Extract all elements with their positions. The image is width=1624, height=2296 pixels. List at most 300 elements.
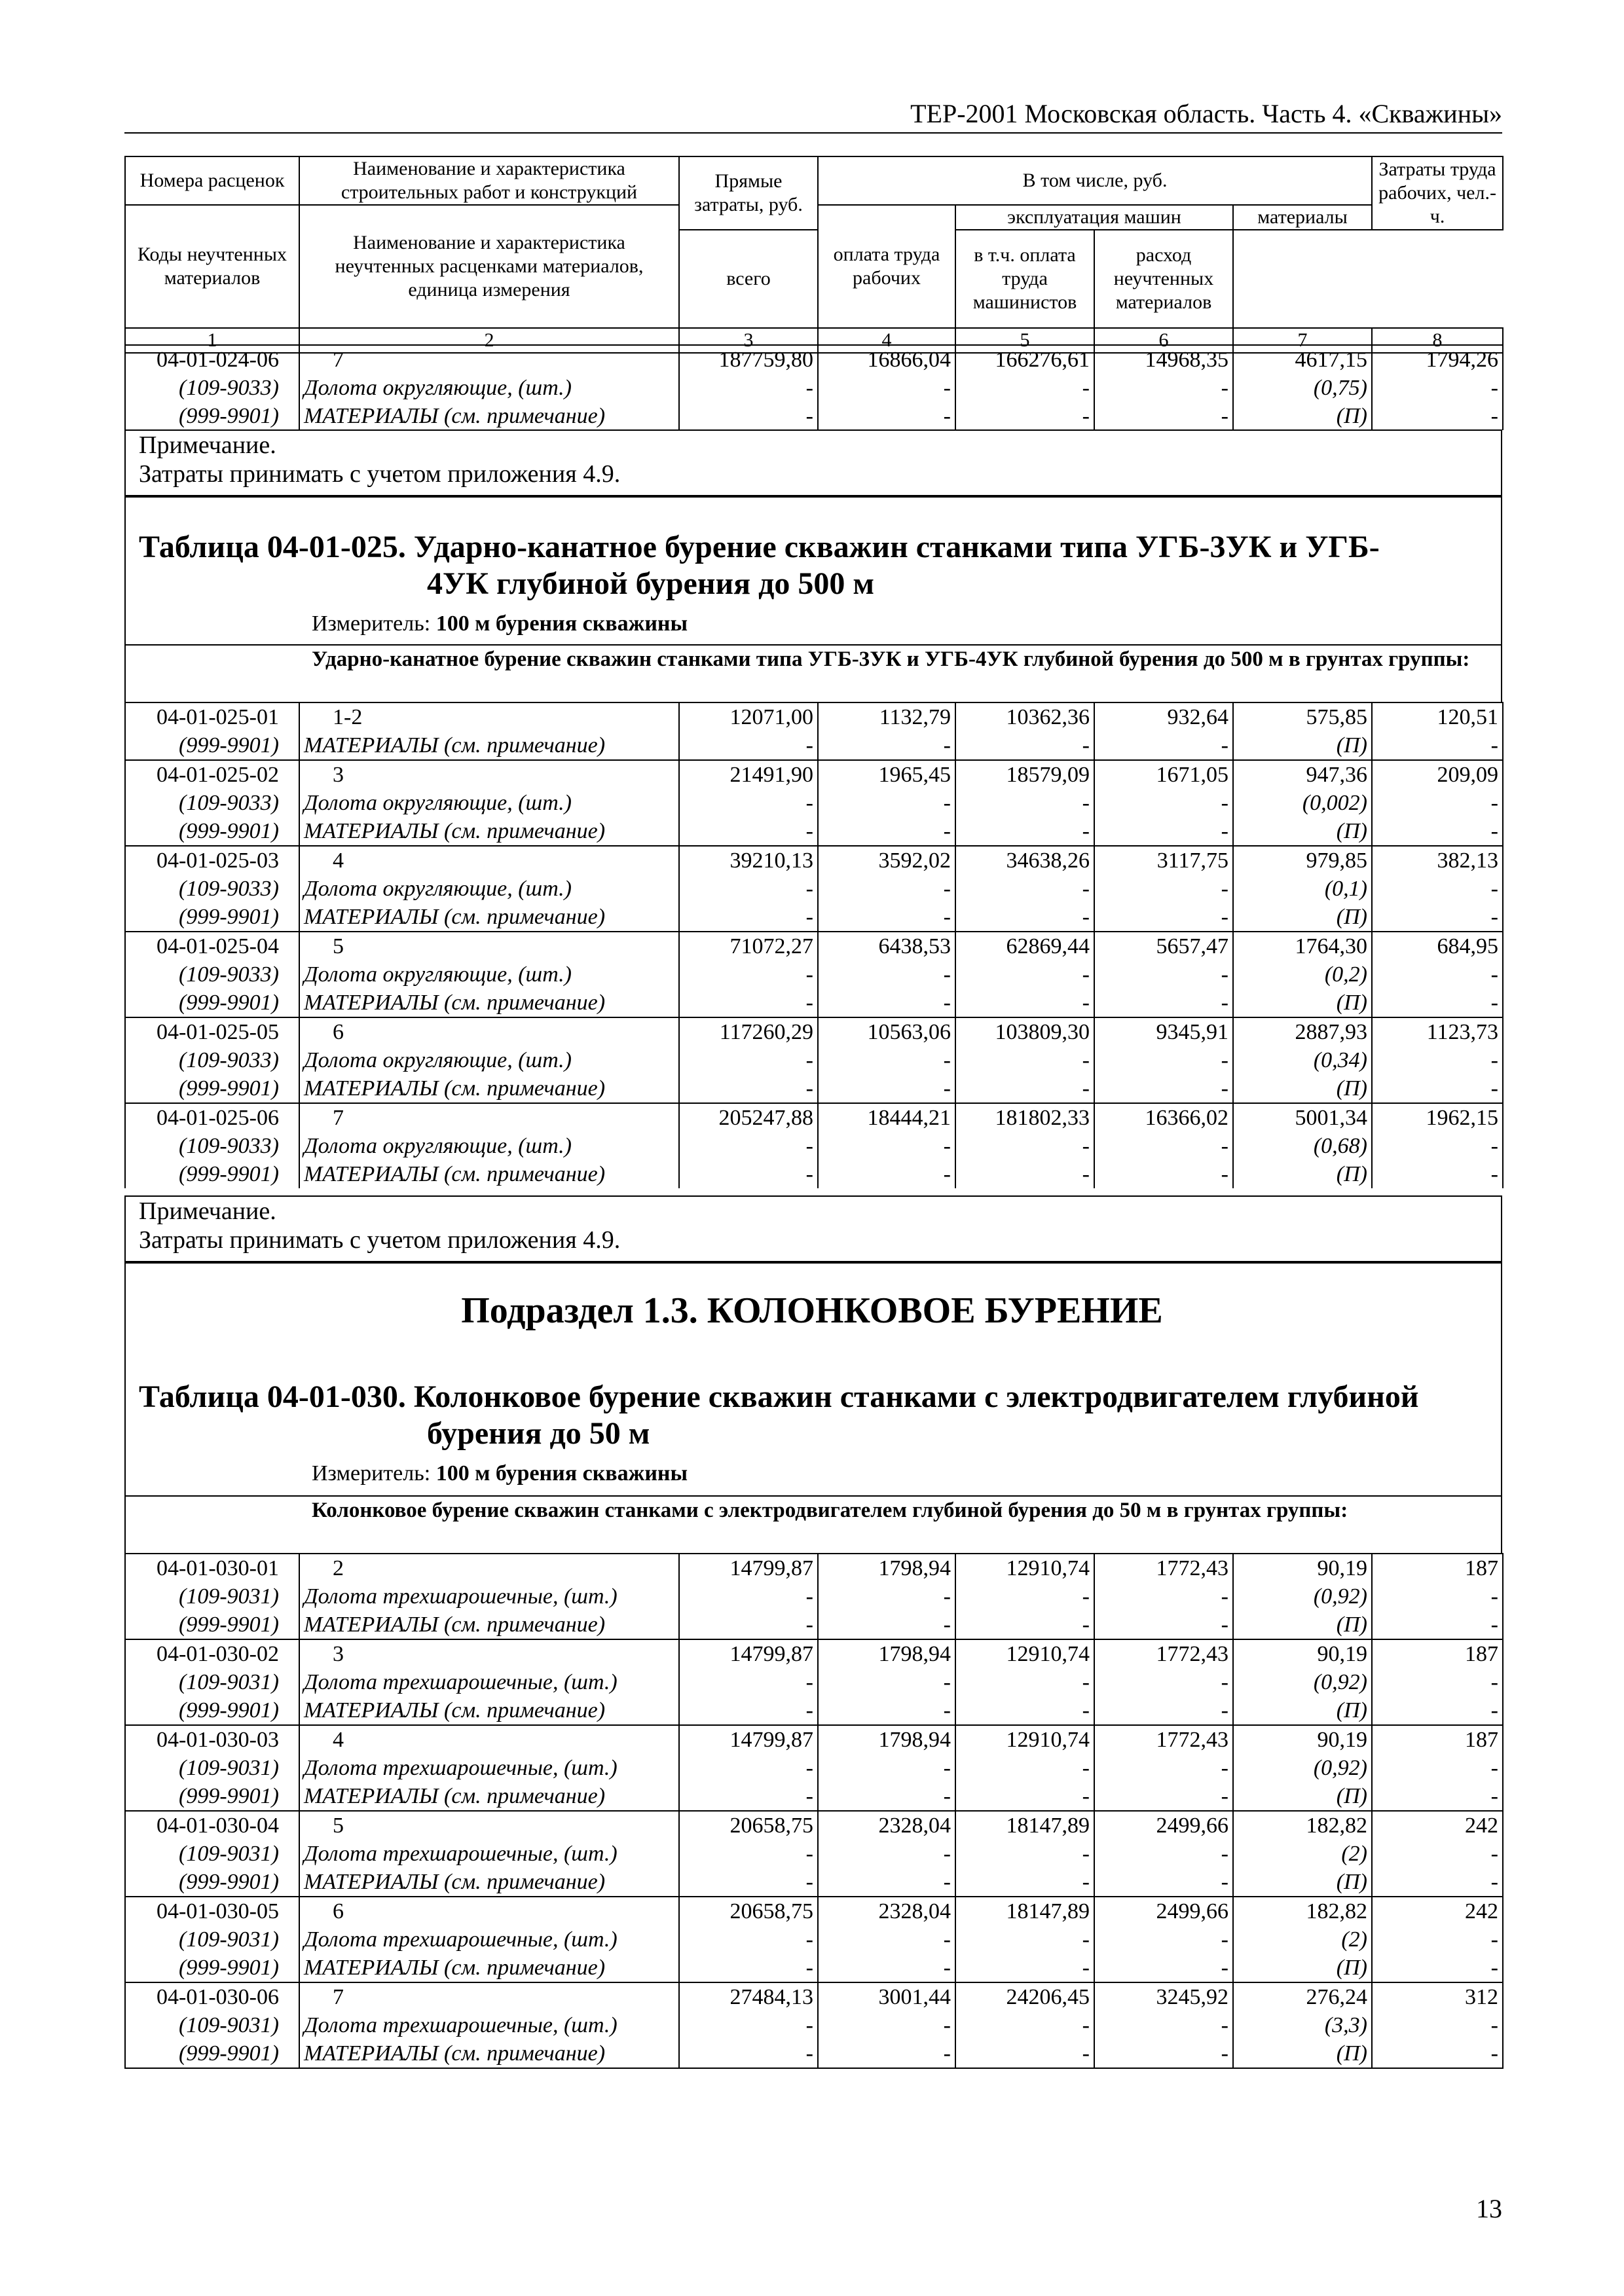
cell-direct: - xyxy=(679,789,818,817)
cell-materials: 5001,34 xyxy=(1233,1103,1372,1132)
material-row xyxy=(125,1840,1503,1868)
cell-machine-pay: - xyxy=(1094,817,1233,846)
cell-direct: - xyxy=(679,402,818,430)
cell-labor-pay: - xyxy=(818,1782,955,1811)
cell-name: МАТЕРИАЛЫ (см. примечание) xyxy=(299,1074,679,1103)
cell-labor-hours: 382,13 xyxy=(1372,846,1503,875)
rate-row xyxy=(125,1811,1503,1840)
cell-labor-pay: - xyxy=(818,903,955,932)
cell-machine-total: - xyxy=(955,2011,1094,2039)
cell-name: 3 xyxy=(299,760,679,789)
cell-direct: - xyxy=(679,960,818,989)
cell-labor-pay: - xyxy=(818,1868,955,1897)
cell-labor-hours: - xyxy=(1372,374,1503,402)
cell-machine-pay: - xyxy=(1094,1582,1233,1611)
material-row xyxy=(125,1925,1503,1954)
cell-code: (109-9033) xyxy=(125,1046,299,1074)
cell-labor-hours: - xyxy=(1372,789,1503,817)
cell-machine-pay: - xyxy=(1094,1754,1233,1782)
cell-machine-pay: - xyxy=(1094,2011,1233,2039)
cell-materials: (П) xyxy=(1233,1868,1372,1897)
cell-direct: - xyxy=(679,731,818,760)
cell-code: (999-9901) xyxy=(125,402,299,430)
cell-machine-pay: - xyxy=(1094,374,1233,402)
cell-code: (109-9031) xyxy=(125,1668,299,1696)
cell-labor-hours: 187 xyxy=(1372,1639,1503,1668)
cell-materials: (П) xyxy=(1233,1160,1372,1188)
cell-machine-total: - xyxy=(955,875,1094,903)
cell-machine-total: - xyxy=(955,1582,1094,1611)
cell-materials: (0,2) xyxy=(1233,960,1372,989)
cell-labor-hours: - xyxy=(1372,989,1503,1017)
cell-machine-total: 18147,89 xyxy=(955,1811,1094,1840)
cell-code: (999-9901) xyxy=(125,1074,299,1103)
cell-direct: - xyxy=(679,1668,818,1696)
cell-machine-total: - xyxy=(955,1782,1094,1811)
cell-name: МАТЕРИАЛЫ (см. примечание) xyxy=(299,2039,679,2068)
cell-code: (109-9033) xyxy=(125,1132,299,1160)
cell-materials: 182,82 xyxy=(1233,1897,1372,1925)
cell-machine-pay: - xyxy=(1094,903,1233,932)
cell-machine-total: - xyxy=(955,1611,1094,1639)
cell-materials: (П) xyxy=(1233,731,1372,760)
cell-name: 5 xyxy=(299,932,679,960)
cell-name: МАТЕРИАЛЫ (см. примечание) xyxy=(299,1611,679,1639)
cell-machine-pay: - xyxy=(1094,789,1233,817)
cell-direct: 14799,87 xyxy=(679,1554,818,1582)
cell-labor-pay: 1965,45 xyxy=(818,760,955,789)
cell-machine-total: - xyxy=(955,1160,1094,1188)
cell-machine-pay: - xyxy=(1094,1954,1233,1982)
cell-materials: 276,24 xyxy=(1233,1982,1372,2011)
cell-code: (999-9901) xyxy=(125,1696,299,1725)
cell-machine-total: - xyxy=(955,2039,1094,2068)
cell-code: 04-01-030-01 xyxy=(125,1554,299,1582)
cell-labor-hours: 187 xyxy=(1372,1725,1503,1754)
rate-row xyxy=(125,1639,1503,1668)
cell-code: (109-9031) xyxy=(125,1925,299,1954)
cell-machine-total: - xyxy=(955,989,1094,1017)
cell-labor-hours: - xyxy=(1372,875,1503,903)
cell-code: 04-01-025-01 xyxy=(125,702,299,731)
cell-direct: - xyxy=(679,1582,818,1611)
cell-labor-hours: 242 xyxy=(1372,1897,1503,1925)
table-title-030-line2: бурения до 50 м xyxy=(427,1416,650,1451)
cell-code: (109-9033) xyxy=(125,374,299,402)
cell-labor-hours: - xyxy=(1372,2011,1503,2039)
cell-machine-pay: - xyxy=(1094,875,1233,903)
cell-machine-pay: - xyxy=(1094,402,1233,430)
cell-labor-pay: - xyxy=(818,2039,955,2068)
cell-direct: - xyxy=(679,875,818,903)
material-row xyxy=(125,875,1503,903)
cell-labor-pay: - xyxy=(818,1668,955,1696)
cell-direct: 14799,87 xyxy=(679,1725,818,1754)
cell-machine-pay: - xyxy=(1094,1611,1233,1639)
cell-materials: (0,002) xyxy=(1233,789,1372,817)
cell-machine-pay: - xyxy=(1094,1925,1233,1954)
cell-machine-pay: - xyxy=(1094,1840,1233,1868)
cell-direct: - xyxy=(679,903,818,932)
cell-materials: (3,3) xyxy=(1233,2011,1372,2039)
cell-labor-pay: 1798,94 xyxy=(818,1639,955,1668)
cell-name: МАТЕРИАЛЫ (см. примечание) xyxy=(299,402,679,430)
cell-machine-pay: - xyxy=(1094,989,1233,1017)
cell-labor-hours: - xyxy=(1372,1046,1503,1074)
cell-code: (999-9901) xyxy=(125,731,299,760)
cell-labor-pay: - xyxy=(818,2011,955,2039)
measure-label: Измеритель: xyxy=(312,611,431,636)
col-machine-operation: эксплуатация машин xyxy=(955,205,1233,230)
cell-machine-total: - xyxy=(955,1925,1094,1954)
material-row xyxy=(125,731,1503,760)
cell-labor-pay: - xyxy=(818,1696,955,1725)
cell-machine-total: - xyxy=(955,1754,1094,1782)
cell-materials: 90,19 xyxy=(1233,1554,1372,1582)
material-row xyxy=(125,1868,1503,1897)
cell-labor-pay: - xyxy=(818,1754,955,1782)
note-label: Примечание. xyxy=(139,1197,276,1225)
cell-code: (109-9031) xyxy=(125,1754,299,1782)
cell-materials: 947,36 xyxy=(1233,760,1372,789)
cell-machine-total: 12910,74 xyxy=(955,1554,1094,1582)
cell-name: 3 xyxy=(299,1639,679,1668)
cell-name: Долота трехшарошечные, (шт.) xyxy=(299,1668,679,1696)
rate-row xyxy=(125,932,1503,960)
cell-code: 04-01-025-06 xyxy=(125,1103,299,1132)
cell-labor-hours: - xyxy=(1372,1754,1503,1782)
cell-code: 04-01-025-04 xyxy=(125,932,299,960)
cell-direct: - xyxy=(679,2039,818,2068)
cell-labor-pay: 3001,44 xyxy=(818,1982,955,2011)
cell-name: МАТЕРИАЛЫ (см. примечание) xyxy=(299,817,679,846)
col-number-6: 6 xyxy=(1094,328,1233,353)
cell-labor-hours: 242 xyxy=(1372,1811,1503,1840)
cell-labor-pay: - xyxy=(818,1925,955,1954)
cell-name: Долота трехшарошечные, (шт.) xyxy=(299,1840,679,1868)
cell-labor-pay: - xyxy=(818,1582,955,1611)
rate-row xyxy=(125,1725,1503,1754)
rate-row xyxy=(125,1017,1503,1046)
cell-name: 6 xyxy=(299,1017,679,1046)
cell-labor-pay: 3592,02 xyxy=(818,846,955,875)
cell-name: МАТЕРИАЛЫ (см. примечание) xyxy=(299,1782,679,1811)
cell-machine-total: - xyxy=(955,1074,1094,1103)
cell-code: 04-01-030-02 xyxy=(125,1639,299,1668)
subsection-title: Подраздел 1.3. КОЛОНКОВОЕ БУРЕНИЕ xyxy=(461,1290,1163,1331)
cell-direct: - xyxy=(679,1696,818,1725)
measure-value: 100 м бурения скважины xyxy=(435,611,688,636)
cell-labor-hours: 312 xyxy=(1372,1982,1503,2011)
rate-row xyxy=(125,760,1503,789)
cell-labor-hours: - xyxy=(1372,402,1503,430)
rate-row xyxy=(125,846,1503,875)
cell-code: (109-9033) xyxy=(125,789,299,817)
cell-code: (109-9031) xyxy=(125,1582,299,1611)
cell-code: (109-9033) xyxy=(125,875,299,903)
cell-direct: - xyxy=(679,1611,818,1639)
cell-machine-total: 24206,45 xyxy=(955,1982,1094,2011)
cell-code: (999-9901) xyxy=(125,989,299,1017)
cell-code: (109-9033) xyxy=(125,960,299,989)
cell-labor-hours: - xyxy=(1372,817,1503,846)
cell-labor-pay: 1798,94 xyxy=(818,1554,955,1582)
material-row xyxy=(125,1160,1503,1188)
table-title-025-line2: 4УК глубиной бурения до 500 м xyxy=(427,566,875,601)
cell-materials: 979,85 xyxy=(1233,846,1372,875)
cell-direct: 12071,00 xyxy=(679,702,818,731)
cell-labor-hours: - xyxy=(1372,1611,1503,1639)
cell-labor-pay: - xyxy=(818,960,955,989)
cell-materials: (0,1) xyxy=(1233,875,1372,903)
material-row xyxy=(125,960,1503,989)
cell-labor-pay: - xyxy=(818,1046,955,1074)
material-row xyxy=(125,374,1503,402)
cell-code: 04-01-030-04 xyxy=(125,1811,299,1840)
cell-name: 7 xyxy=(299,1982,679,2011)
col-number-8: 8 xyxy=(1372,328,1503,353)
rate-row xyxy=(125,1103,1503,1132)
material-row xyxy=(125,1668,1503,1696)
cell-name: Долота округляющие, (шт.) xyxy=(299,374,679,402)
cell-code: 04-01-030-06 xyxy=(125,1982,299,2011)
cell-machine-total: - xyxy=(955,402,1094,430)
cell-machine-total: 12910,74 xyxy=(955,1639,1094,1668)
cell-code: (999-9901) xyxy=(125,903,299,932)
cell-machine-pay: 1772,43 xyxy=(1094,1725,1233,1754)
cell-machine-total: 62869,44 xyxy=(955,932,1094,960)
cell-name: 6 xyxy=(299,1897,679,1925)
cell-code: 04-01-030-03 xyxy=(125,1725,299,1754)
cell-labor-hours: 187 xyxy=(1372,1554,1503,1582)
header-rule xyxy=(124,132,1502,134)
cell-machine-pay: - xyxy=(1094,960,1233,989)
cell-labor-pay: - xyxy=(818,1160,955,1188)
cell-machine-total: - xyxy=(955,1132,1094,1160)
cell-machine-pay: 2499,66 xyxy=(1094,1897,1233,1925)
rates-table-025 xyxy=(124,702,1504,1188)
col-machine-total: всего xyxy=(679,230,818,328)
cell-name: Долота округляющие, (шт.) xyxy=(299,1132,679,1160)
cell-materials: (0,92) xyxy=(1233,1582,1372,1611)
cell-name: Долота трехшарошечные, (шт.) xyxy=(299,2011,679,2039)
cell-materials: (П) xyxy=(1233,989,1372,1017)
material-row xyxy=(125,903,1503,932)
cell-direct: 20658,75 xyxy=(679,1811,818,1840)
cell-machine-total: - xyxy=(955,817,1094,846)
cell-direct: 21491,90 xyxy=(679,760,818,789)
col-direct-costs: Прямые затраты, руб. xyxy=(679,156,818,230)
col-name-top: Наименование и характеристика строительных работ и конструкций xyxy=(299,156,679,205)
cell-machine-pay: 1671,05 xyxy=(1094,760,1233,789)
cell-labor-pay: 1132,79 xyxy=(818,702,955,731)
col-number-3: 3 xyxy=(679,328,818,353)
cell-name: МАТЕРИАЛЫ (см. примечание) xyxy=(299,1696,679,1725)
rate-row xyxy=(125,1897,1503,1925)
cell-materials: (П) xyxy=(1233,817,1372,846)
cell-labor-pay: 1798,94 xyxy=(818,1725,955,1754)
cell-machine-pay: 3245,92 xyxy=(1094,1982,1233,2011)
col-materials: материалы xyxy=(1233,205,1372,230)
cell-labor-pay: 2328,04 xyxy=(818,1897,955,1925)
cell-machine-pay: 1772,43 xyxy=(1094,1639,1233,1668)
cell-machine-total: 18579,09 xyxy=(955,760,1094,789)
cell-materials: 90,19 xyxy=(1233,1639,1372,1668)
material-row xyxy=(125,1132,1503,1160)
cell-labor-hours: 684,95 xyxy=(1372,932,1503,960)
cell-machine-pay: 2499,66 xyxy=(1094,1811,1233,1840)
cell-materials: 182,82 xyxy=(1233,1811,1372,1840)
cell-code: 04-01-025-02 xyxy=(125,760,299,789)
cell-direct: 205247,88 xyxy=(679,1103,818,1132)
cell-materials: (0,34) xyxy=(1233,1046,1372,1074)
cell-labor-pay: 6438,53 xyxy=(818,932,955,960)
cell-labor-pay: 10563,06 xyxy=(818,1017,955,1046)
cell-labor-hours: 1794,26 xyxy=(1372,345,1503,374)
col-number-7: 7 xyxy=(1233,328,1372,353)
col-labor-pay: оплата труда рабочих xyxy=(818,205,955,328)
cell-direct: - xyxy=(679,1074,818,1103)
cell-direct: 39210,13 xyxy=(679,846,818,875)
cell-name: Долота трехшарошечные, (шт.) xyxy=(299,1582,679,1611)
cell-labor-hours: - xyxy=(1372,1782,1503,1811)
cell-name: 5 xyxy=(299,1811,679,1840)
cell-machine-pay: - xyxy=(1094,731,1233,760)
cell-code: (109-9031) xyxy=(125,1840,299,1868)
cell-materials: (П) xyxy=(1233,1696,1372,1725)
col-number-1: 1 xyxy=(125,328,299,353)
cell-labor-hours: - xyxy=(1372,903,1503,932)
cell-labor-hours: - xyxy=(1372,1840,1503,1868)
column-header-table xyxy=(124,156,1504,354)
cell-code: 04-01-030-05 xyxy=(125,1897,299,1925)
cell-direct: - xyxy=(679,1954,818,1982)
table-title-025-line1: Таблица 04-01-025. Ударно-канатное бурение скважин станками типа УГБ-3УК и УГБ- xyxy=(139,530,1380,564)
cell-machine-total: 12910,74 xyxy=(955,1725,1094,1754)
cell-direct: - xyxy=(679,1046,818,1074)
cell-machine-pay: 16366,02 xyxy=(1094,1103,1233,1132)
material-row xyxy=(125,2011,1503,2039)
cell-labor-hours: - xyxy=(1372,1868,1503,1897)
cell-name: Долота трехшарошечные, (шт.) xyxy=(299,1754,679,1782)
cell-direct: 187759,80 xyxy=(679,345,818,374)
cell-direct: - xyxy=(679,1160,818,1188)
cell-labor-hours: - xyxy=(1372,1925,1503,1954)
cell-name: МАТЕРИАЛЫ (см. примечание) xyxy=(299,1160,679,1188)
cell-code: (999-9901) xyxy=(125,1782,299,1811)
cell-labor-hours: 120,51 xyxy=(1372,702,1503,731)
rate-row xyxy=(125,702,1503,731)
cell-labor-hours: - xyxy=(1372,1132,1503,1160)
cell-name: МАТЕРИАЛЫ (см. примечание) xyxy=(299,903,679,932)
cell-name: Долота трехшарошечные, (шт.) xyxy=(299,1925,679,1954)
cell-materials: (П) xyxy=(1233,1782,1372,1811)
cell-direct: - xyxy=(679,2011,818,2039)
cell-labor-hours: - xyxy=(1372,1582,1503,1611)
cell-code: (999-9901) xyxy=(125,1868,299,1897)
material-row xyxy=(125,1782,1503,1811)
cell-name: МАТЕРИАЛЫ (см. примечание) xyxy=(299,731,679,760)
page-header-title: ТЕР-2001 Московская область. Часть 4. «Скважины» xyxy=(910,99,1502,128)
cell-direct: - xyxy=(679,374,818,402)
cell-materials: (П) xyxy=(1233,402,1372,430)
cell-materials: 90,19 xyxy=(1233,1725,1372,1754)
group-head-025: Ударно-канатное бурение скважин станками типа УГБ-3УК и УГБ-4УК глубиной бурения до 500 м в грунтах группы: xyxy=(312,647,1470,671)
cell-machine-total: - xyxy=(955,960,1094,989)
cell-code: 04-01-024-06 xyxy=(125,345,299,374)
cell-materials: 4617,15 xyxy=(1233,345,1372,374)
cell-machine-pay: - xyxy=(1094,2039,1233,2068)
cell-materials: 575,85 xyxy=(1233,702,1372,731)
cell-machine-total: 10362,36 xyxy=(955,702,1094,731)
page-number: 13 xyxy=(1476,2194,1502,2223)
cell-labor-hours: - xyxy=(1372,731,1503,760)
cell-machine-total: - xyxy=(955,1954,1094,1982)
col-machine-pay: в т.ч. оплата труда машинистов xyxy=(955,230,1094,328)
cell-materials: (2) xyxy=(1233,1925,1372,1954)
cell-machine-total: - xyxy=(955,374,1094,402)
cell-materials: (П) xyxy=(1233,1954,1372,1982)
cell-name: 7 xyxy=(299,345,679,374)
cell-machine-pay: - xyxy=(1094,1132,1233,1160)
measure-030 xyxy=(312,1461,688,1486)
cell-labor-hours: 1962,15 xyxy=(1372,1103,1503,1132)
cell-labor-hours: - xyxy=(1372,1954,1503,1982)
measure-value: 100 м бурения скважины xyxy=(435,1461,688,1485)
cell-labor-pay: - xyxy=(818,789,955,817)
cell-materials: (0,68) xyxy=(1233,1132,1372,1160)
cell-labor-hours: - xyxy=(1372,2039,1503,2068)
cell-machine-pay: 1772,43 xyxy=(1094,1554,1233,1582)
cell-labor-hours: - xyxy=(1372,1668,1503,1696)
cell-labor-pay: 18444,21 xyxy=(818,1103,955,1132)
col-number-2: 2 xyxy=(299,328,679,353)
cell-labor-hours: 209,09 xyxy=(1372,760,1503,789)
cell-labor-pay: - xyxy=(818,817,955,846)
cell-machine-pay: 932,64 xyxy=(1094,702,1233,731)
rate-row xyxy=(125,345,1503,374)
cell-code: (999-9901) xyxy=(125,1954,299,1982)
cell-machine-total: - xyxy=(955,1840,1094,1868)
cell-machine-total: - xyxy=(955,1668,1094,1696)
cell-materials: (0,75) xyxy=(1233,374,1372,402)
note-label: Примечание. xyxy=(139,431,276,459)
cell-direct: - xyxy=(679,1132,818,1160)
cell-labor-pay: 2328,04 xyxy=(818,1811,955,1840)
cell-machine-pay: - xyxy=(1094,1160,1233,1188)
cell-materials: (П) xyxy=(1233,1074,1372,1103)
cell-machine-total: - xyxy=(955,903,1094,932)
cell-labor-pay: - xyxy=(818,1132,955,1160)
cell-name: Долота округляющие, (шт.) xyxy=(299,960,679,989)
cell-labor-hours: - xyxy=(1372,1696,1503,1725)
rates-table-030 xyxy=(124,1553,1504,2069)
cell-name: 7 xyxy=(299,1103,679,1132)
cell-machine-total: 34638,26 xyxy=(955,846,1094,875)
material-row xyxy=(125,1046,1503,1074)
cell-machine-total: - xyxy=(955,1046,1094,1074)
col-name-bottom: Наименование и характеристика неучтенных расценками материалов, единица измерения xyxy=(299,205,679,328)
material-row xyxy=(125,789,1503,817)
cell-machine-total: 166276,61 xyxy=(955,345,1094,374)
cell-machine-total: 103809,30 xyxy=(955,1017,1094,1046)
cell-materials: (2) xyxy=(1233,1840,1372,1868)
cell-machine-pay: 14968,35 xyxy=(1094,345,1233,374)
cell-name: МАТЕРИАЛЫ (см. примечание) xyxy=(299,1954,679,1982)
cell-labor-pay: - xyxy=(818,402,955,430)
cell-labor-pay: - xyxy=(818,374,955,402)
cell-direct: 71072,27 xyxy=(679,932,818,960)
